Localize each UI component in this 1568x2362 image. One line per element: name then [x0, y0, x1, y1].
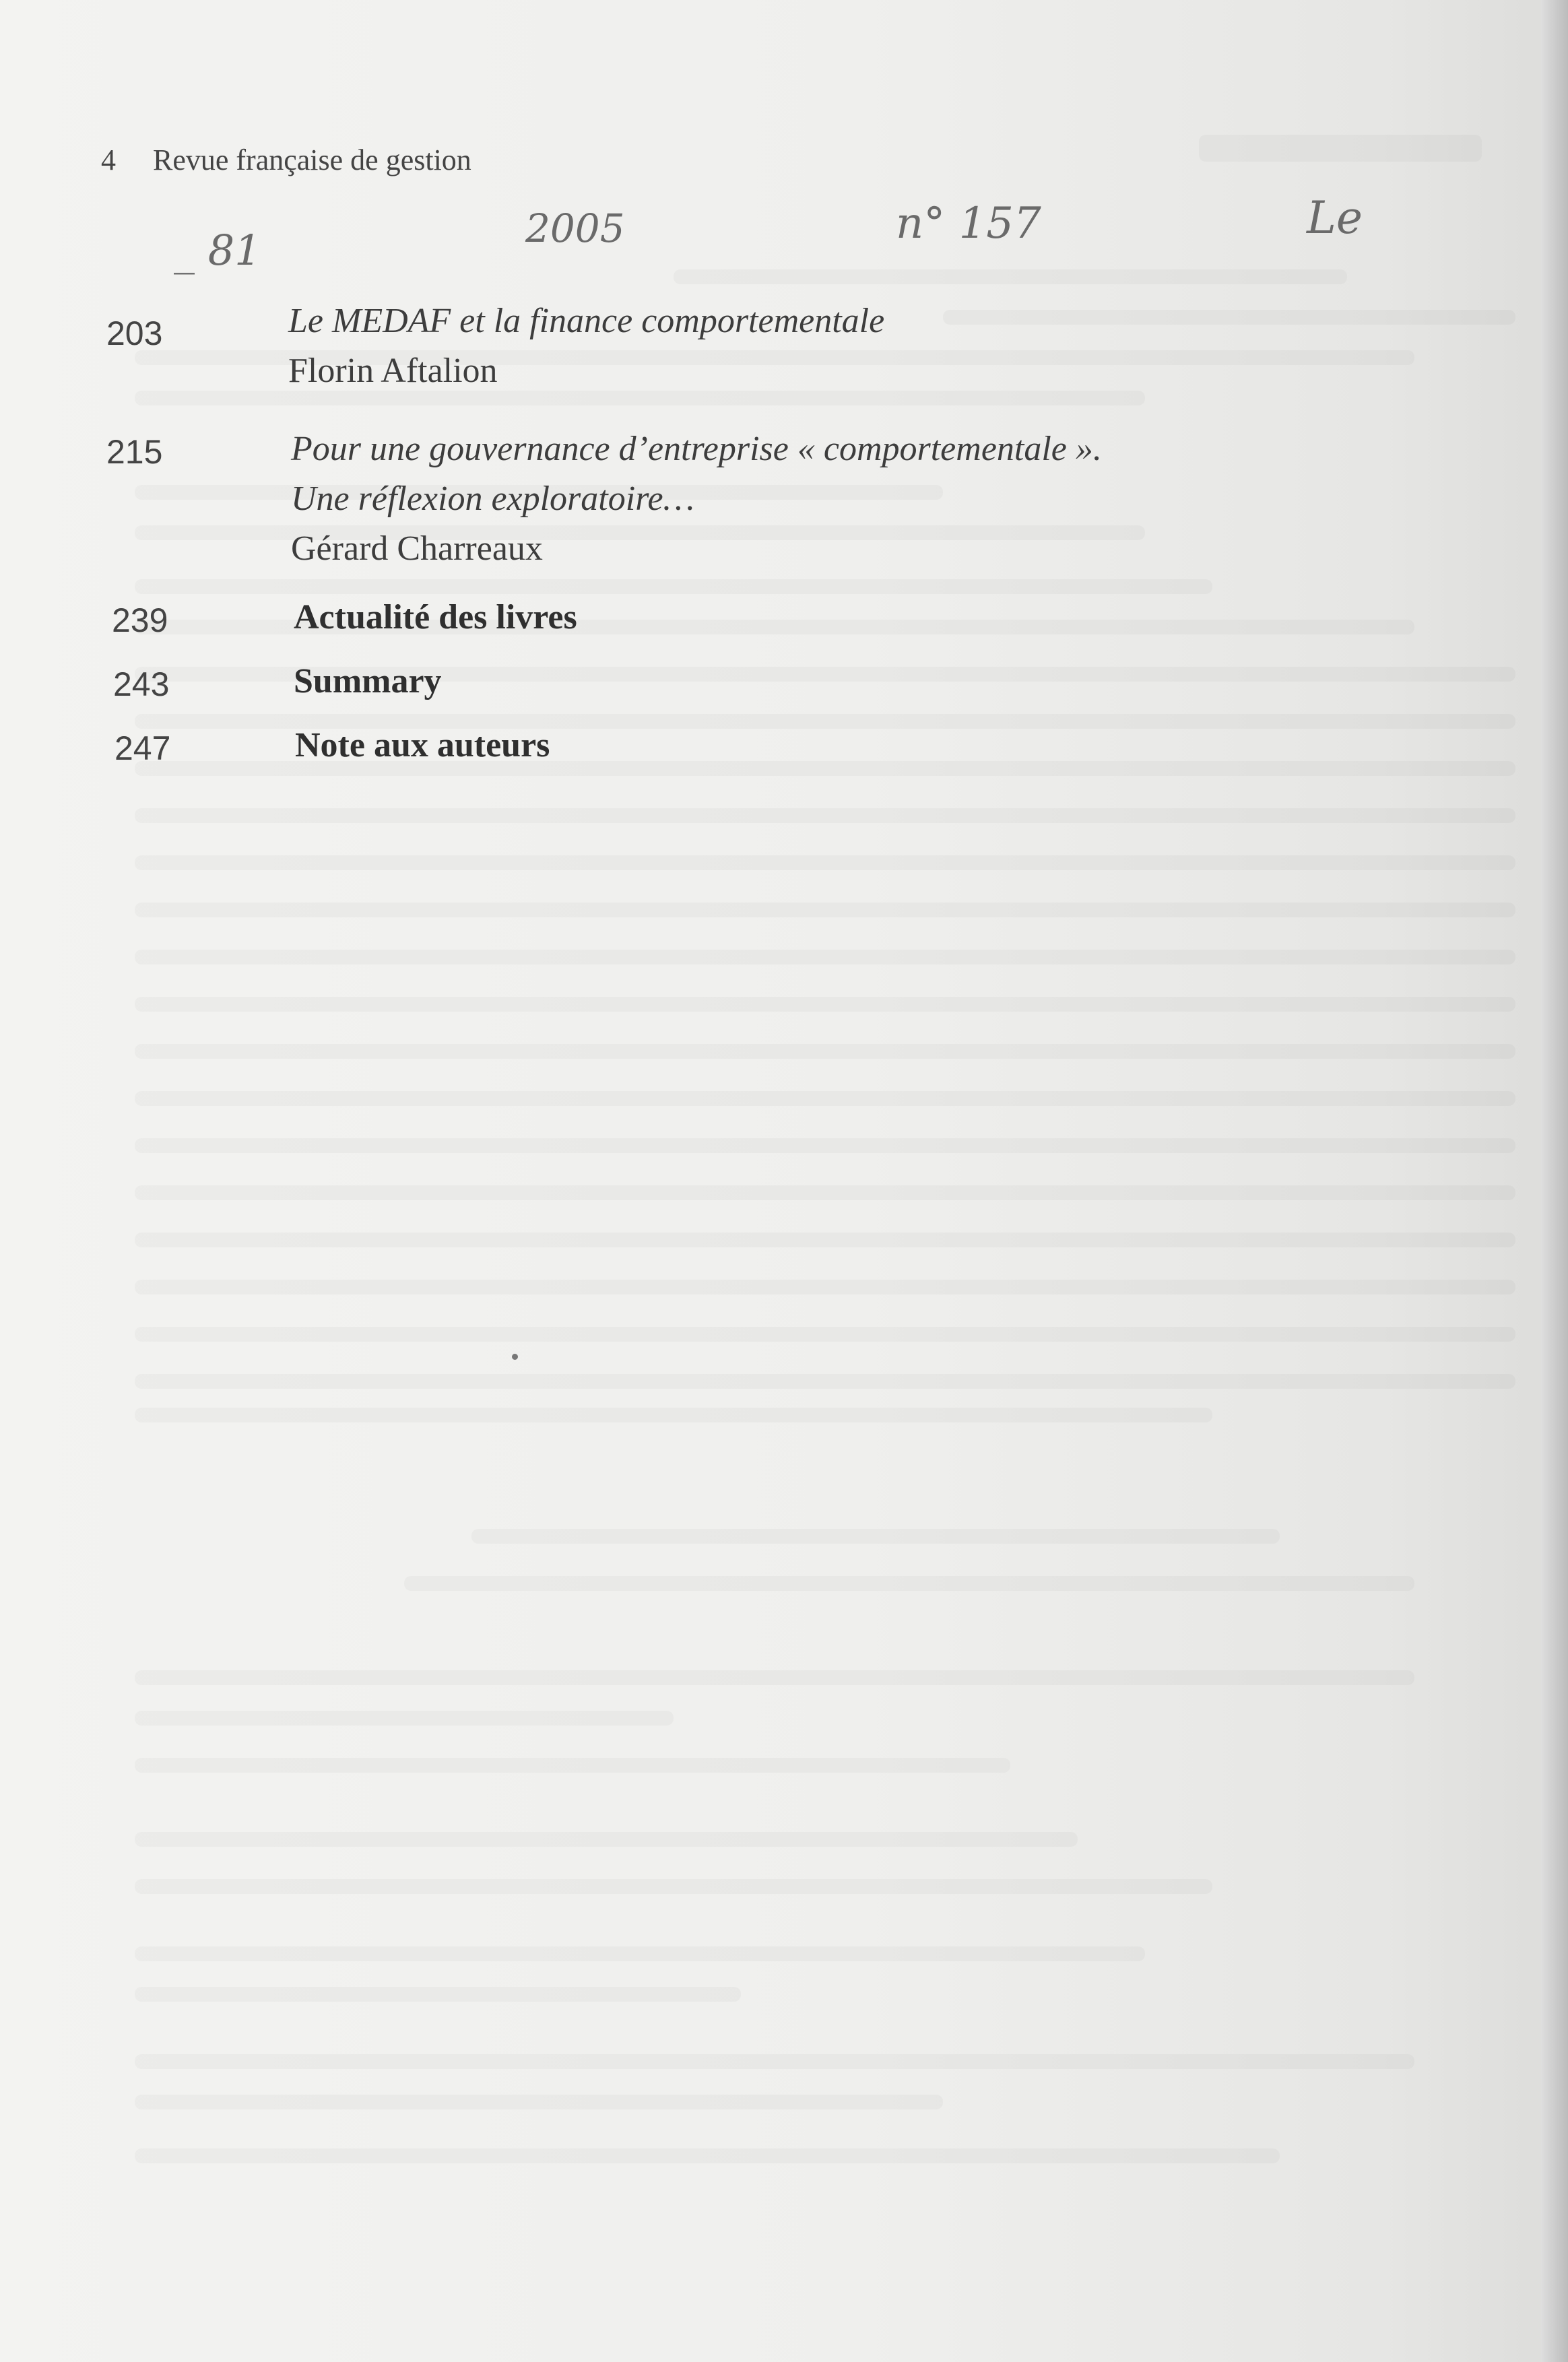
toc-section-title: Actualité des livres [294, 598, 577, 636]
header-page-number: 4 [101, 143, 116, 176]
toc-section-title: Summary [294, 662, 442, 700]
toc-page-number: 215 [106, 433, 163, 471]
handwritten-note-1: _ 81 [174, 226, 261, 275]
handwritten-note-4: Le [1307, 192, 1363, 244]
toc-article-subtitle: Une réflexion exploratoire… [291, 480, 694, 518]
toc-article-title: Pour une gouvernance d’entreprise « comportementale ». [291, 430, 1102, 468]
toc-article-title: Le MEDAF et la finance comportementale [288, 302, 885, 340]
toc-page-number: 239 [112, 601, 168, 639]
ink-speck [512, 1354, 518, 1360]
toc-page-number: 247 [115, 729, 171, 767]
toc-page-number: 203 [106, 315, 163, 352]
running-header [101, 143, 471, 177]
handwritten-annotations [0, 192, 1568, 300]
journal-title: Revue française de gestion [153, 143, 471, 176]
toc-author: Gérard Charreaux [291, 529, 543, 568]
toc-author: Florin Aftalion [288, 352, 498, 390]
toc-page-number: 243 [113, 665, 170, 703]
handwritten-note-2: 2005 [525, 205, 625, 251]
toc-section-title: Note aux auteurs [295, 726, 550, 764]
handwritten-note-3: n° 157 [896, 199, 1041, 249]
page-edge-shadow [1541, 0, 1568, 2362]
